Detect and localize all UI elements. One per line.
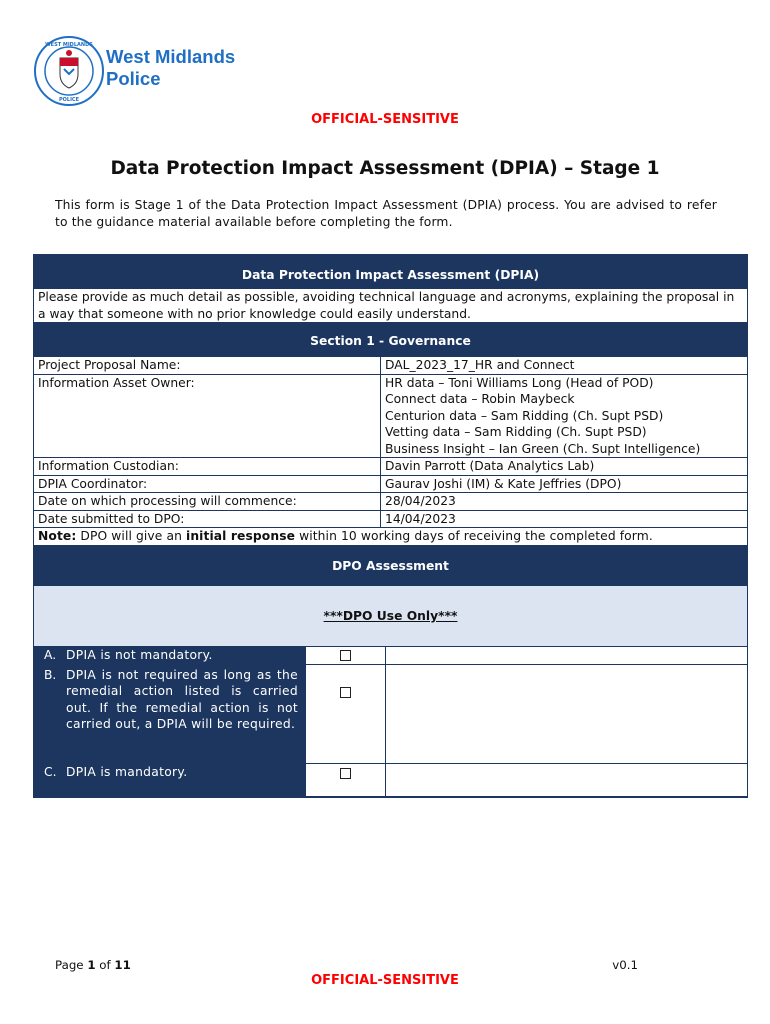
checkbox-icon[interactable] bbox=[340, 768, 351, 779]
option-c bbox=[34, 764, 306, 797]
option-c-notes[interactable] bbox=[386, 764, 747, 797]
dpo-assessment-header: DPO Assessment bbox=[34, 545, 747, 585]
svg-text:WEST MIDLANDS: WEST MIDLANDS bbox=[45, 42, 93, 48]
option-text: DPIA is mandatory. bbox=[66, 765, 188, 779]
option-b-checkbox-cell[interactable] bbox=[306, 665, 386, 764]
form-header: Data Protection Impact Assessment (DPIA) bbox=[34, 255, 747, 289]
field-label: Information Custodian: bbox=[34, 458, 381, 476]
option-a bbox=[34, 647, 306, 665]
checkbox-icon[interactable] bbox=[340, 650, 351, 661]
checkbox-icon[interactable] bbox=[340, 687, 351, 698]
field-value[interactable]: DAL_2023_17_HR and Connect bbox=[381, 357, 747, 375]
section-1-header: Section 1 - Governance bbox=[34, 323, 747, 357]
current-page: 1 bbox=[87, 958, 96, 972]
field-value[interactable]: 28/04/2023 bbox=[381, 493, 747, 511]
dpo-use-only-banner: ***DPO Use Only*** bbox=[34, 585, 747, 647]
logo-wordmark bbox=[106, 46, 235, 90]
field-label: DPIA Coordinator: bbox=[34, 476, 381, 494]
field-label: Project Proposal Name: bbox=[34, 357, 381, 375]
option-letter: C. bbox=[44, 765, 57, 779]
total-pages: 11 bbox=[114, 958, 131, 972]
option-text: DPIA is not mandatory. bbox=[66, 648, 213, 662]
governance-table bbox=[34, 357, 747, 528]
svg-text:POLICE: POLICE bbox=[58, 97, 80, 103]
page-of: of bbox=[95, 958, 115, 972]
classification-footer: OFFICIAL-SENSITIVE bbox=[311, 973, 459, 988]
form-instructions: Please provide as much detail as possible, avoiding technical language and acronyms, explaining the proposal in a way that someone with no prior knowledge could easily understand. bbox=[34, 289, 747, 323]
logo-line-2: Police bbox=[106, 68, 161, 89]
dpo-note bbox=[34, 528, 747, 545]
option-b bbox=[34, 665, 306, 764]
intro-paragraph: This form is Stage 1 of the Data Protection Impact Assessment (DPIA) process. You are advised to refer to the guidance material available before completing the form. bbox=[55, 198, 717, 229]
option-letter: B. bbox=[44, 668, 57, 682]
west-midlands-police-crest-logo bbox=[34, 36, 104, 106]
field-value[interactable]: Davin Parrott (Data Analytics Lab) bbox=[381, 458, 747, 476]
option-c-checkbox-cell[interactable] bbox=[306, 764, 386, 797]
version-label: v0.1 bbox=[612, 958, 638, 972]
note-label: Note: bbox=[38, 529, 77, 543]
option-a-notes[interactable] bbox=[386, 647, 747, 665]
note-emphasis: initial response bbox=[186, 529, 296, 543]
field-label: Information Asset Owner: bbox=[34, 375, 381, 459]
classification-header: OFFICIAL-SENSITIVE bbox=[311, 112, 459, 127]
note-text: within 10 working days of receiving the completed form. bbox=[295, 529, 653, 543]
field-label: Date on which processing will commence: bbox=[34, 493, 381, 511]
option-b-notes[interactable] bbox=[386, 665, 747, 764]
option-letter: A. bbox=[44, 648, 57, 662]
option-a-checkbox-cell[interactable] bbox=[306, 647, 386, 665]
option-text: DPIA is not required as long as the remedial action listed is carried out. If the remedial action is not carried out, a DPIA will be required. bbox=[66, 668, 298, 731]
field-value[interactable]: 14/04/2023 bbox=[381, 511, 747, 529]
assessment-options bbox=[34, 647, 747, 797]
field-value[interactable]: Gaurav Joshi (IM) & Kate Jeffries (DPO) bbox=[381, 476, 747, 494]
note-text: DPO will give an bbox=[76, 529, 186, 543]
dpia-form bbox=[33, 254, 748, 798]
field-label: Date submitted to DPO: bbox=[34, 511, 381, 529]
page-number bbox=[55, 958, 131, 972]
page-prefix: Page bbox=[55, 958, 88, 972]
field-value[interactable]: HR data – Toni Williams Long (Head of POD) Connect data – Robin Maybeck Centurion data – Sam Ridding (Ch. Supt PSD) Vetting data – Sam Ridding (Ch. Supt PSD) Business Insight – Ian Green (Ch. Supt Intelligence) bbox=[381, 375, 747, 459]
logo-line-1: West Midlands bbox=[106, 46, 236, 67]
document-title: Data Protection Impact Assessment (DPIA) – Stage 1 bbox=[110, 158, 660, 179]
